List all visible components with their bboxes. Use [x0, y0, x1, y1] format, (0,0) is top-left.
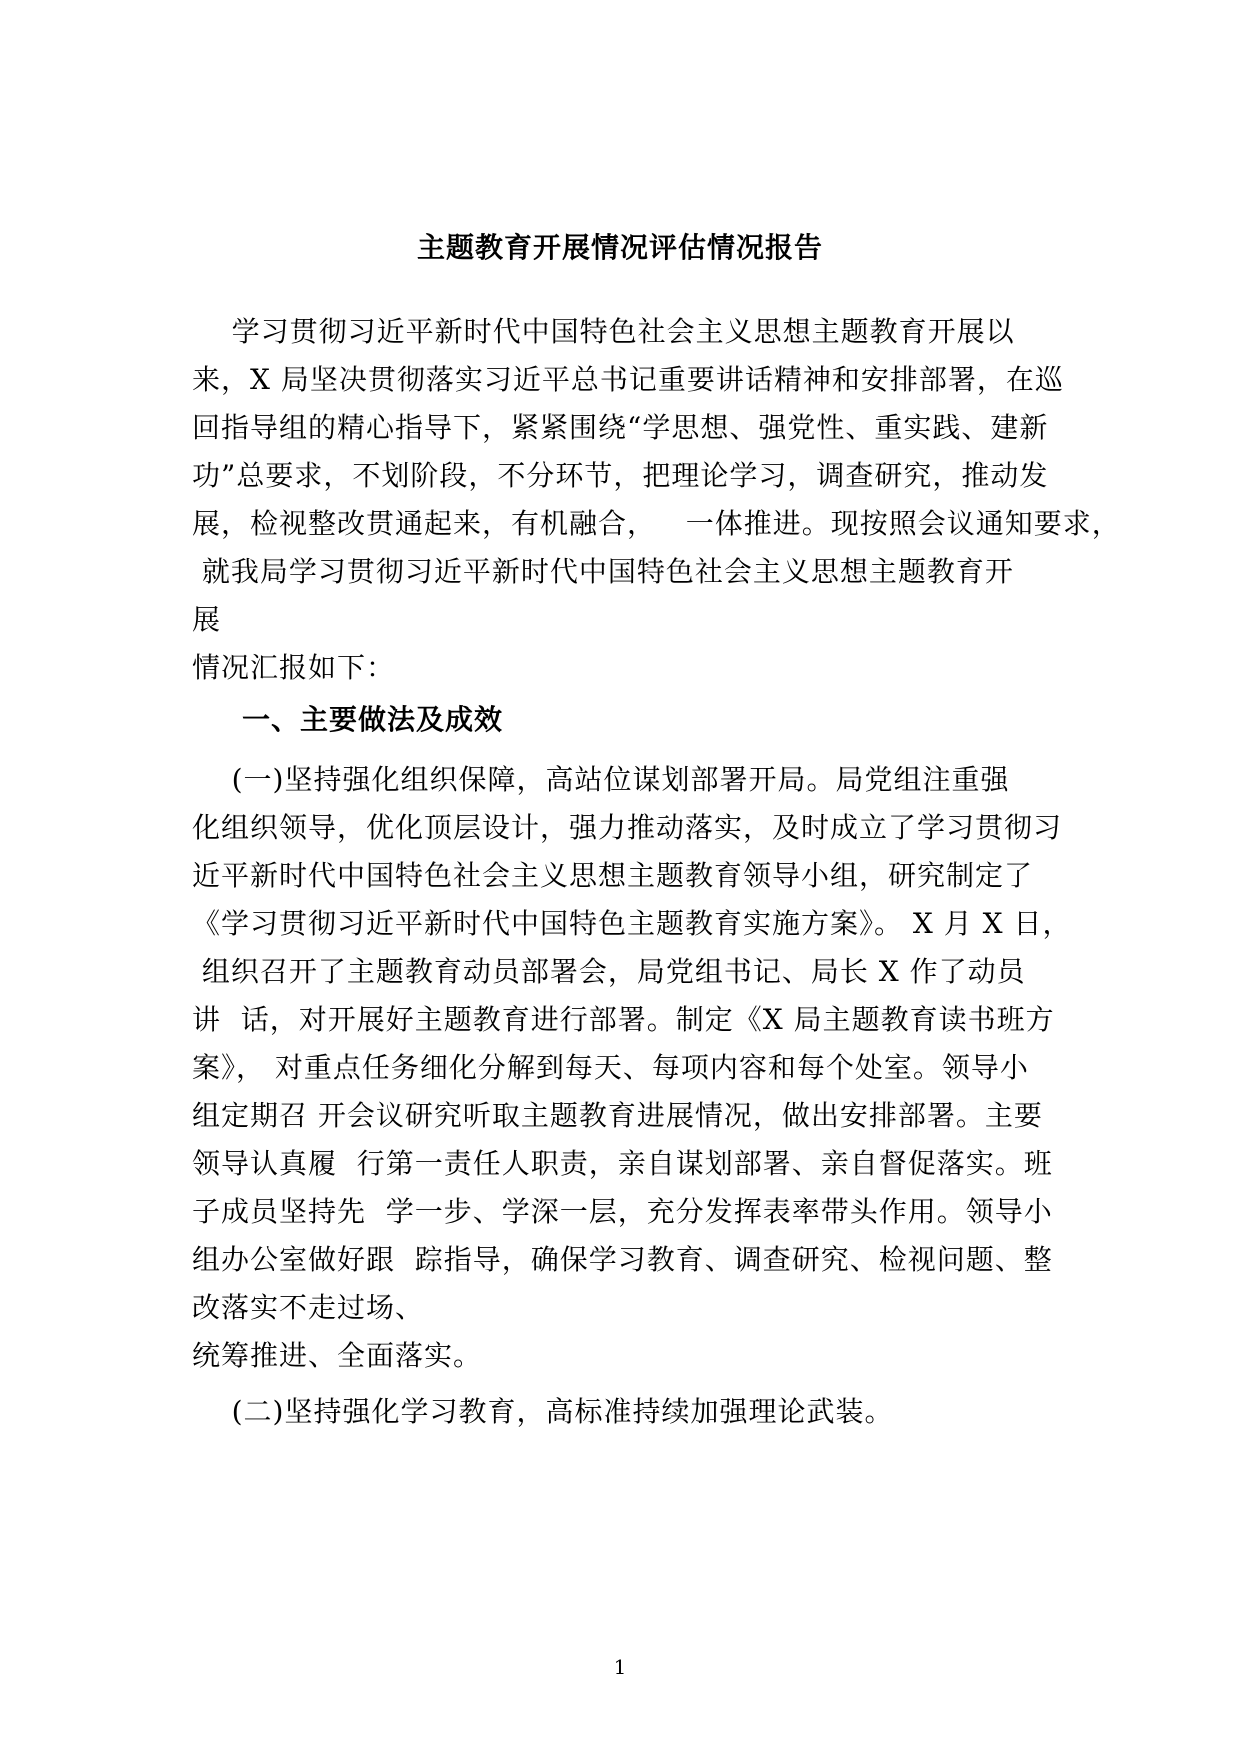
page-number: 1 — [613, 1655, 627, 1679]
subsection-line: 近平新时代中国特色社会主义思想主题教育领导小组，研究制定了 — [192, 859, 1034, 892]
intro-line: 展，检视整改贯通起来，有机融合， 一体推进。现按照会议通知要求， — [192, 507, 1121, 540]
subsection-line: 案》， 对重点任务细化分解到每天、每项内容和每个处室。领导小 — [192, 1051, 1029, 1084]
subsection-line: 化组织领导，优化顶层设计，强力推动落实，及时成立了学习贯彻习 — [192, 811, 1063, 844]
subsection-line: 《学习贯彻习近平新时代中国特色主题教育实施方案》。 X 月 X 日， — [192, 907, 1072, 940]
subsection-line: 组定期召 开会议研究听取主题教育进展情况，做出安排部署。主要 — [192, 1099, 1043, 1132]
subsection-line: (一)坚持强化组织保障，高站位谋划部署开局。局党组注重强 — [192, 763, 1010, 796]
subsection-line: 子成员坚持先 学一步、学深一层，充分发挥表率带头作用。领导小 — [192, 1195, 1053, 1228]
document-title: 主题教育开展情况评估情况报告 — [416, 231, 823, 264]
subsection-line: (二)坚持强化学习教育，高标准持续加强理论武装。 — [192, 1395, 894, 1428]
subsection-line: 组办公室做好跟 踪指导，确保学习教育、调查研究、检视问题、整 — [192, 1243, 1053, 1276]
intro-line: 情况汇报如下： — [192, 651, 396, 684]
intro-line: 来，X 局坚决贯彻落实习近平总书记重要讲话精神和安排部署，在巡 — [192, 363, 1064, 396]
intro-line: 就我局学习贯彻习近平新时代中国特色社会主义思想主题教育开 — [192, 555, 1014, 588]
subsection-line: 统筹推进、全面落实。 — [192, 1339, 483, 1372]
intro-line: 功”总要求，不划阶段，不分环节，把理论学习，调查研究，推动发 — [192, 459, 1049, 492]
intro-line: 回指导组的精心指导下，紧紧围绕“学思想、强党性、重实践、建新 — [192, 411, 1049, 444]
subsection-line: 讲 话，对开展好主题教育进行部署。制定《X 局主题教育读书班方 — [192, 1003, 1055, 1036]
subsection-line: 改落实不走过场、 — [192, 1291, 425, 1324]
intro-line: 展 — [192, 603, 222, 636]
subsection-line: 领导认真履 行第一责任人职责，亲自谋划部署、亲自督促落实。班 — [192, 1147, 1053, 1180]
section-heading: 一、主要做法及成效 — [242, 703, 504, 736]
intro-line: 学习贯彻习近平新时代中国特色社会主义思想主题教育开展以 — [192, 315, 1015, 348]
subsection-line: 组织召开了主题教育动员部署会，局党组书记、局长 X 作了动员 — [192, 955, 1026, 988]
